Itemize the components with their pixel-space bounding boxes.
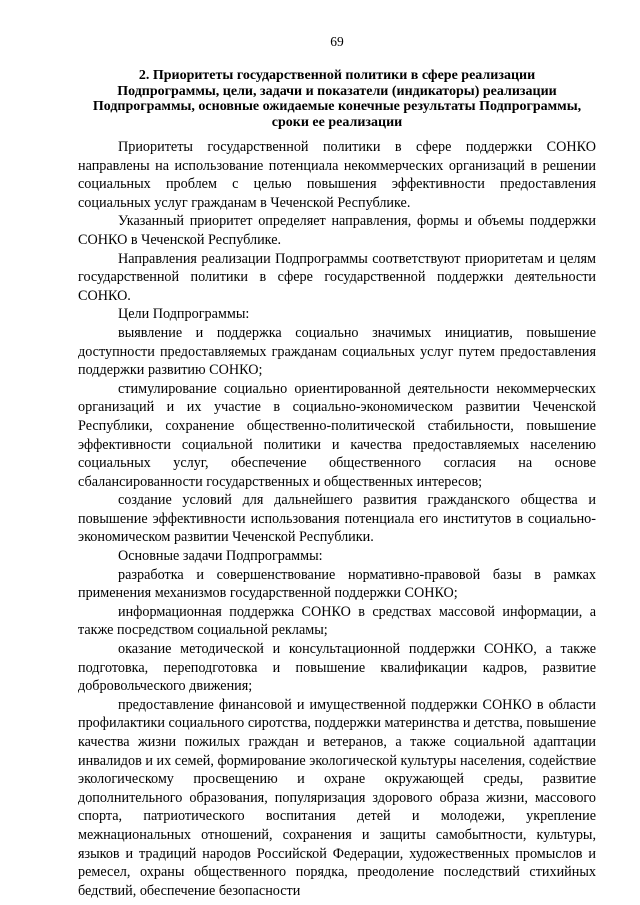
paragraph-tasks-label: Основные задачи Подпрограммы: bbox=[118, 548, 323, 565]
paragraph-task-1: разработка и совершенствование нормативно-правовой базы в рамках применения механизмов государственной поддержки СОНКО; bbox=[78, 566, 596, 602]
paragraph-task-4: предоставление финансовой и имущественной поддержки СОНКО в области профилактики социального сиротства, поддержки материнства и детства, повышение качества жизни пожилых граждан и ветеранов, а также социальной адаптации инвалидов и их семей, формирование экологической культуры населения, содействие экологическому просвещению и охране окружающей среды, развитие дополнительного образования, популяризация здорового образа жизни, массового спорта, патриотического воспитания детей и молодежи, укрепление межнациональных отношений, сохранения и защиты самобытности, культуры, языков и традиций народов Российской Федерации, художественных промыслов и ремесел, охраны общественного порядка, преодоление последствий стихийных бедствий, обеспечение безопасности bbox=[78, 696, 596, 899]
heading-line: Подпрограммы, основные ожидаемые конечные результаты Подпрограммы, bbox=[92, 99, 582, 114]
paragraph-directions: Направления реализации Подпрограммы соответствуют приоритетам и целям государственной политики в сфере государственной поддержки деятельности СОНКО. bbox=[78, 250, 596, 304]
heading-line: 2. Приоритеты государственной политики в сфере реализации bbox=[138, 68, 536, 83]
heading-line: сроки ее реализации bbox=[271, 114, 403, 130]
paragraph-goal-2: стимулирование социально ориентированной деятельности некоммерческих организаций и их участие в социально-экономическом развитии Чеченской Республики, сохранение общественно-политической стабильности, повышение эффективности социальной политики и качества предоставляемых населению социальных услуг, обеспечение общественного согласия на основе сбалансированности государственных и общественных интересов; bbox=[78, 380, 596, 490]
section-heading bbox=[78, 68, 596, 130]
paragraph-task-2: информационная поддержка СОНКО в средствах массовой информации, а также посредством социальной рекламы; bbox=[78, 603, 596, 639]
paragraph-priority-defines: Указанный приоритет определяет направления, формы и объемы поддержки СОНКО в Чеченской Республике. bbox=[78, 213, 596, 248]
paragraph-goals-label: Цели Подпрограммы: bbox=[118, 306, 250, 323]
paragraph-goal-3: создание условий для дальнейшего развития гражданского общества и повышение эффективности использования потенциала его институтов в социально-экономическом развитии Чеченской Республики. bbox=[78, 492, 596, 546]
paragraph-priorities: Приоритеты государственной политики в сфере поддержки СОНКО направлены на использование потенциала некоммерческих организаций в решении социальных проблем с целью повышения эффективности предоставления социальных услуг гражданам в Чеченской Республике. bbox=[78, 139, 596, 211]
paragraph-goal-1: выявление и поддержка социально значимых инициатив, повышение доступности предоставляемых гражданам социальных услуг путем предоставления поддержки развитию СОНКО; bbox=[78, 324, 596, 379]
page-number: 69 bbox=[330, 34, 344, 49]
paragraph-task-3: оказание методической и консультационной поддержки СОНКО, а также подготовка, переподготовка и повышение квалификации кадров, развитие добровольческого движения; bbox=[78, 641, 596, 695]
heading-line: Подпрограммы, цели, задачи и показатели (индикаторы) реализации bbox=[117, 83, 557, 99]
